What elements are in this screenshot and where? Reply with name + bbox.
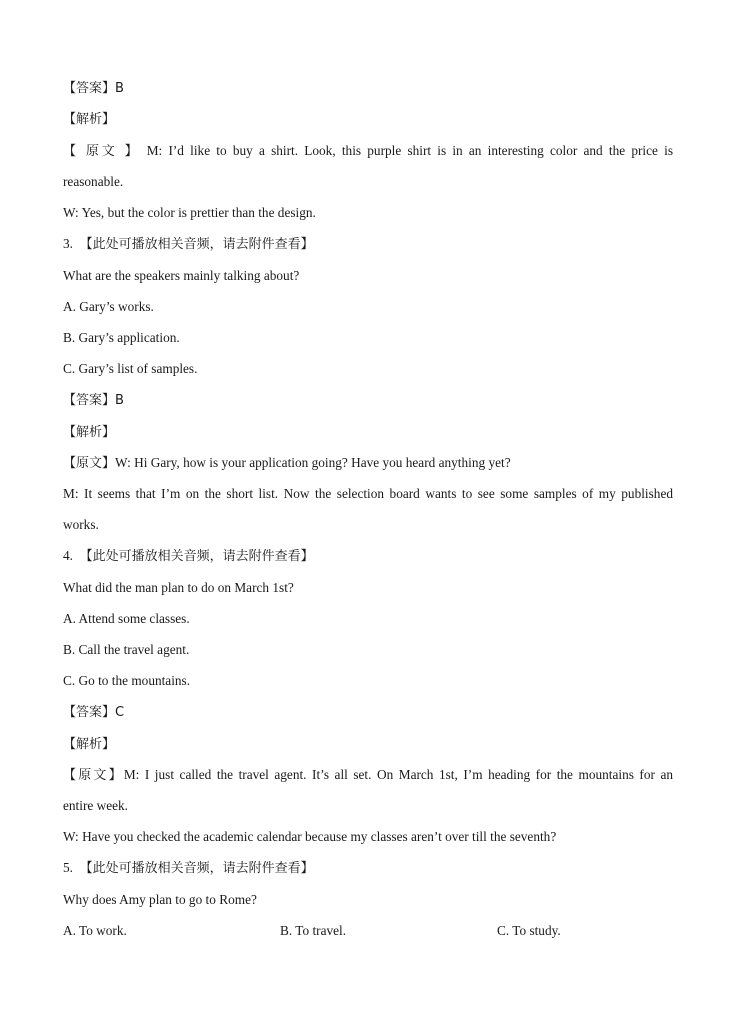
option-c: C. Gary’s list of samples. [63, 361, 198, 376]
question-text: Why does Amy plan to go to Rome? [63, 892, 257, 907]
question-heading: 5. 【此处可播放相关音频，请去附件查看】 [63, 860, 314, 876]
analysis-heading: 【解析】 [63, 737, 116, 752]
option-a: A. Gary’s works. [63, 299, 154, 314]
transcript-line: W: Have you checked the academic calendar because my classes aren’t over till the seventh? [63, 829, 557, 844]
option-b: B. Gary’s application. [63, 330, 180, 345]
transcript-line: W: Yes, but the color is prettier than the design. [63, 205, 316, 220]
answer-line: 【答案】B [63, 81, 124, 96]
option-b: B. Call the travel agent. [63, 642, 190, 657]
question-heading: 3. 【此处可播放相关音频，请去附件查看】 [63, 236, 314, 252]
analysis-heading: 【解析】 [63, 425, 116, 440]
option-b: B. To travel. [280, 923, 347, 938]
question-heading: 4. 【此处可播放相关音频，请去附件查看】 [63, 548, 314, 564]
transcript-line: M: It seems that I’m on the short list. Now the selection board wants to see some samples of my published [63, 486, 673, 501]
option-c: C. Go to the mountains. [63, 673, 191, 688]
option-a: A. Attend some classes. [63, 611, 190, 626]
analysis-heading: 【解析】 [63, 112, 116, 127]
question-text: What did the man plan to do on March 1st? [63, 580, 294, 595]
transcript-line: 【原文】M: I just called the travel agent. It’s all set. On March 1st, I’m heading for the mountains for an [63, 767, 673, 783]
transcript-line: reasonable. [63, 174, 124, 189]
answer-line: 【答案】B [63, 393, 124, 408]
answer-line: 【答案】C [63, 705, 125, 720]
transcript-line: entire week. [63, 798, 128, 813]
option-a: A. To work. [63, 923, 127, 938]
question-text: What are the speakers mainly talking about? [63, 268, 300, 283]
transcript-line: 【原文】W: Hi Gary, how is your application going? Have you heard anything yet? [63, 455, 511, 471]
transcript-line: works. [63, 517, 99, 532]
transcript-line: 【 原文 】 M: I’d like to buy a shirt. Look, this purple shirt is in an interesting color and the price is [63, 143, 673, 159]
option-c: C. To study. [497, 923, 561, 938]
